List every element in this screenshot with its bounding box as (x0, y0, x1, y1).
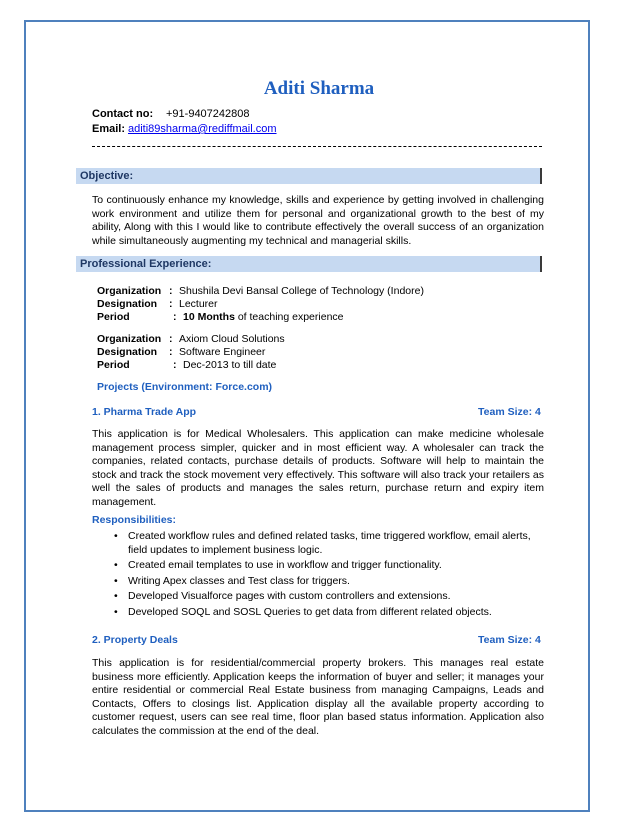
list-item: • Writing Apex classes and Test class for triggers. (114, 574, 350, 587)
list-item: • Created workflow rules and defined related tasks, time triggered workflow, email alerts, field updates to implement business logic. (114, 530, 531, 556)
responsibilities-heading: Responsibilities: (92, 514, 177, 526)
project-title: 2. Property Deals (92, 634, 178, 646)
team-size: Team Size: 4 (478, 634, 541, 646)
candidate-name: Aditi Sharma (263, 78, 375, 99)
designation-value: Software Engineer (179, 346, 266, 358)
period-bold: 10 Months (183, 311, 235, 323)
dashed-divider (92, 146, 542, 147)
experience-heading: Professional Experience: (76, 256, 542, 272)
designation-label: Designation (97, 298, 158, 310)
designation-value: Lecturer (179, 298, 218, 310)
period-label: Period (97, 311, 130, 323)
bullet-dot-icon: • (114, 574, 118, 587)
list-item: • Developed SOQL and SOSL Queries to get data from different related objects. (114, 605, 492, 618)
period-label: Period (97, 359, 130, 371)
bullet-dot-icon: • (114, 590, 118, 602)
project-description: This application is for residential/commercial property brokers. This manages real estate business more efficiently. Application keeps the information of buyer and seller; it manages your entire residential or commercial Real Estate business from managing Campaigns, Leads and Contacts, Offers to closings list. Application display all the available property according to customer request, users can see real time, floor plan based status information. Application also calculates the commission at the end of the deal. (92, 657, 544, 737)
email-label: Email: (92, 123, 126, 135)
period-value: of teaching experience (234, 311, 344, 323)
bullet-dot-icon: • (114, 605, 118, 618)
org-value: Shushila Devi Bansal College of Technology (Indore) (179, 285, 424, 297)
contact-block (92, 107, 277, 137)
job-entry: Organization : Shushila Devi Bansal College of Technology (Indore) Designation : Lecturer Period : 10 Months of teaching experience (97, 285, 424, 323)
designation-label: Designation (97, 346, 158, 358)
org-label: Organization (97, 285, 162, 297)
period-value: Dec-2013 to till date (183, 359, 277, 371)
projects-heading: Projects (Environment: Force.com) (97, 381, 273, 393)
project-description: This application is for Medical Wholesalers. This application can make medicine wholesale management process simpler, quicker and in most efficient way. A wholesaler can track the companies, related contacts, purchase details of products. Software will help to maintain the stock and track the stock movement very effectively. This software will also track your retailers as well the sales of products and manages the sales return, purchase return and expiry item management. (92, 428, 544, 508)
phone-label: Contact no: (92, 108, 154, 120)
phone-number: +91-9407242808 (166, 108, 250, 120)
org-value: Axiom Cloud Solutions (179, 333, 285, 345)
bullet-dot-icon: • (114, 559, 118, 571)
team-size: Team Size: 4 (478, 406, 541, 418)
job-entry: Organization : Axiom Cloud Solutions Designation : Software Engineer Period : Dec-2013 to till date (97, 333, 285, 371)
responsibilities-list (92, 530, 544, 621)
project-title: 1. Pharma Trade App (92, 406, 197, 418)
list-item: • Developed Visualforce pages with custom controllers and extensions. (114, 590, 451, 602)
objective-text: To continuously enhance my knowledge, skills and experience by getting involved in challenging work environment and utilize them for personal and organizational growth to the best of my ability, Along with this I would like to contribute effectively the overall success of an organization while simultaneously augmenting my technical and managerial skills. (92, 194, 544, 247)
objective-heading: Objective: (76, 168, 542, 184)
bullet-dot-icon: • (114, 530, 118, 542)
org-label: Organization (97, 333, 162, 345)
list-item: • Created email templates to use in workflow and trigger functionality. (114, 559, 442, 571)
email-link[interactable]: aditi89sharma@rediffmail.com (128, 123, 277, 135)
